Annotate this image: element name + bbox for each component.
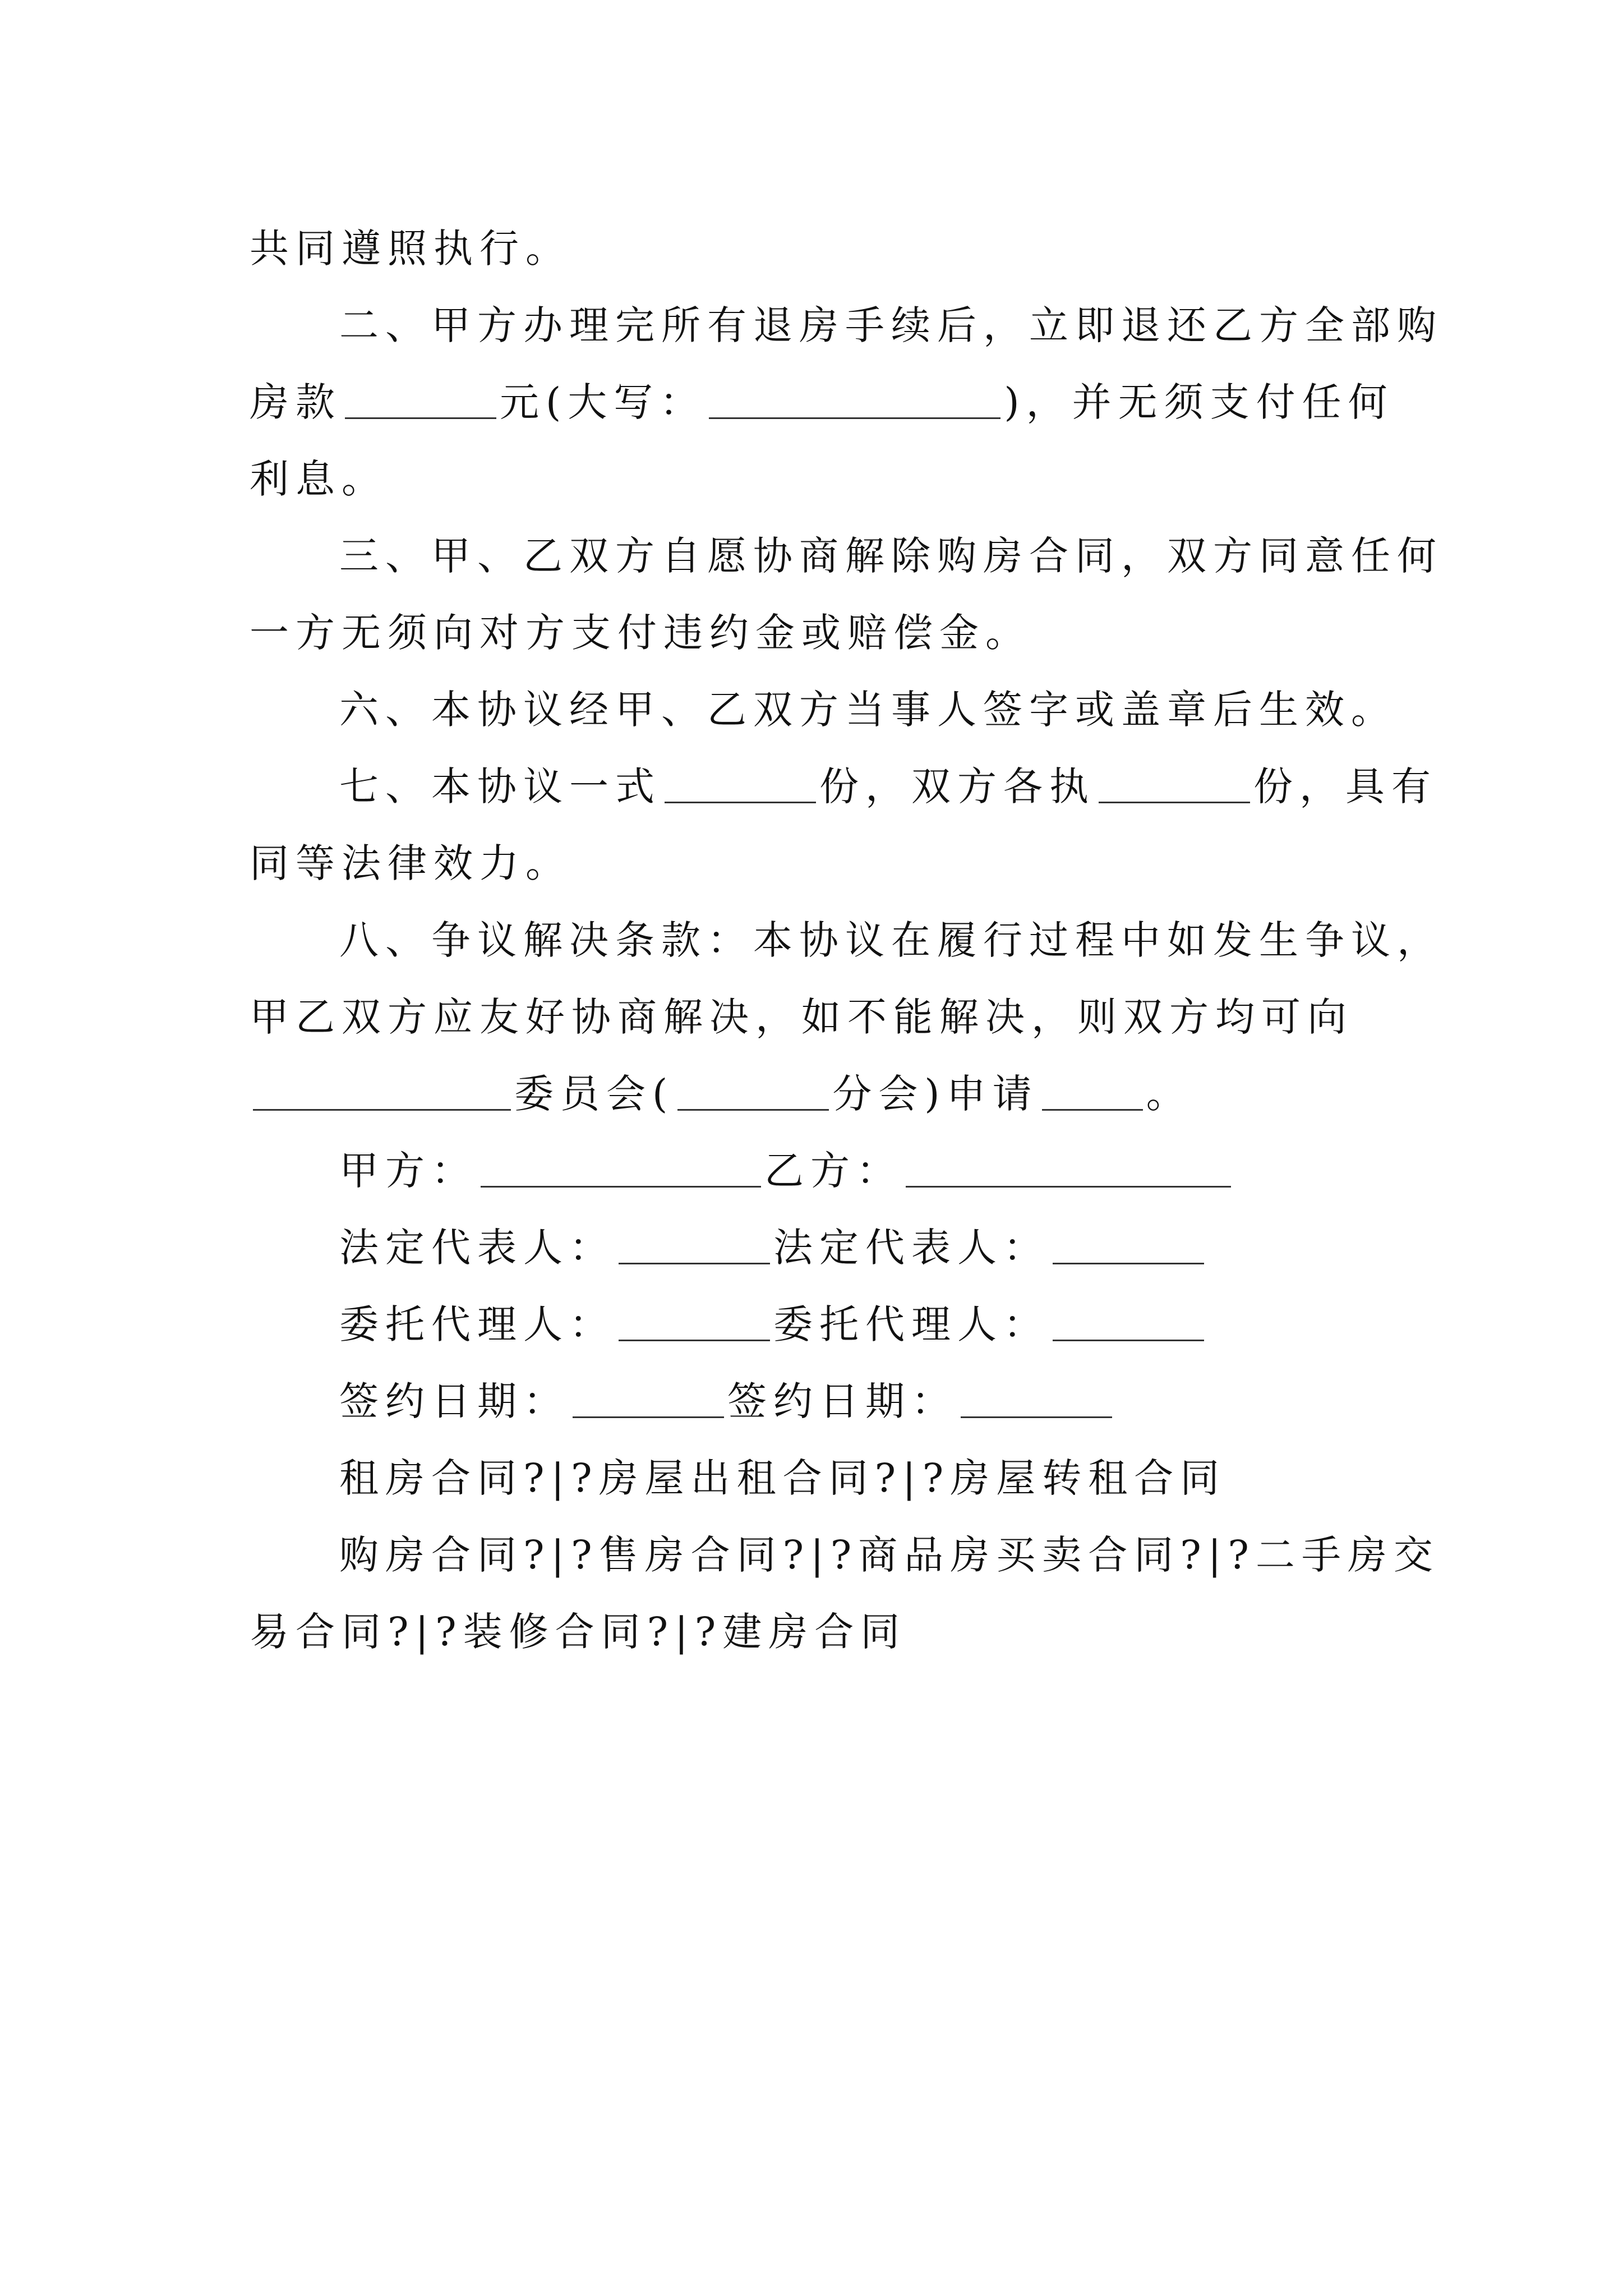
copies-each-blank <box>1099 762 1250 803</box>
clause-7-text: 同等法律效力。 <box>250 840 571 886</box>
date-b-blank <box>961 1377 1112 1418</box>
related-links-1 <box>250 1440 1394 1517</box>
clause-2-line-2 <box>250 364 1394 441</box>
related-links-2 <box>250 1517 1440 1594</box>
clause-2-text: 利息。 <box>250 456 388 502</box>
related-contracts-text: 购房合同?|?售房合同?|?商品房买卖合同?|?二手房交 <box>339 1532 1440 1578</box>
clause-8-text: 分会)申请 <box>832 1071 1039 1117</box>
agent-b-label: 委托代理人： <box>773 1301 1049 1347</box>
agent-b-blank <box>1053 1300 1204 1341</box>
clause-8-text: 委员会( <box>514 1071 675 1117</box>
related-contracts-text: 易合同?|?装修合同?|?建房合同 <box>250 1609 907 1655</box>
clause-8-text: 甲乙双方应友好协商解决，如不能解决，则双方均可向 <box>250 994 1353 1040</box>
clause-7-line-2 <box>250 825 1394 902</box>
arbitration-committee-blank <box>253 1070 511 1111</box>
legal-rep-b-blank <box>1053 1223 1204 1264</box>
clause-7-text: 七、本协议一式 <box>339 763 661 809</box>
signature-agent <box>250 1286 1394 1363</box>
signature-parties <box>250 1133 1394 1209</box>
text-line <box>250 210 1394 287</box>
date-a-label: 签约日期： <box>339 1378 569 1424</box>
clause-8-text: 八、争议解决条款：本协议在履行过程中如发生争议， <box>339 917 1443 963</box>
clause-8-line-3 <box>250 1056 1394 1133</box>
legal-rep-a-label: 法定代表人： <box>339 1225 615 1271</box>
clause-7 <box>250 748 1437 825</box>
signature-date <box>250 1363 1394 1440</box>
agent-a-label: 委托代理人： <box>339 1301 615 1347</box>
clause-7-text: 份，双方各执 <box>819 763 1095 809</box>
application-blank <box>1042 1070 1143 1111</box>
clause-3 <box>250 518 1443 595</box>
sub-committee-blank <box>677 1070 829 1111</box>
clause-3-text: 一方无须向对方支付违约金或赔偿金。 <box>250 610 1031 656</box>
signature-legal-rep <box>250 1209 1394 1286</box>
clause-2-line-3 <box>250 441 1394 518</box>
amount-blank <box>345 378 496 419</box>
clause-7-text: 份，具有 <box>1253 763 1437 809</box>
clause-1-tail: 共同遵照执行。 <box>250 226 571 272</box>
party-b-blank <box>906 1147 1231 1188</box>
amount-uppercase-blank <box>709 378 1000 419</box>
related-links-3 <box>250 1594 1394 1671</box>
date-a-blank <box>573 1377 724 1418</box>
clause-2 <box>250 287 1443 364</box>
copies-total-blank <box>665 762 816 803</box>
party-a-blank <box>481 1147 761 1188</box>
date-b-label: 签约日期： <box>727 1378 957 1424</box>
clause-3-text: 三、甲、乙双方自愿协商解除购房合同，双方同意任何 <box>339 533 1443 579</box>
clause-6-text: 六、本协议经甲、乙双方当事人签字或盖章后生效。 <box>339 687 1397 733</box>
clause-2-text: 元(大写： <box>500 379 706 425</box>
legal-rep-b-label: 法定代表人： <box>773 1225 1049 1271</box>
agent-a-blank <box>619 1300 770 1341</box>
clause-6 <box>250 671 1397 748</box>
clause-2-text: 房款 <box>250 379 342 425</box>
document-body <box>250 210 1443 1671</box>
clause-2-text: )，并无须支付任何 <box>1004 379 1394 425</box>
clause-8-text: 。 <box>1146 1071 1192 1117</box>
party-a-label: 甲方： <box>339 1148 477 1194</box>
party-b-label: 乙方： <box>764 1148 902 1194</box>
legal-rep-a-blank <box>619 1223 770 1264</box>
clause-3-line-2 <box>250 595 1394 671</box>
clause-8 <box>250 902 1443 979</box>
clause-2-text: 二、甲方办理完所有退房手续后，立即退还乙方全部购 <box>339 302 1443 348</box>
clause-8-line-2 <box>250 979 1394 1056</box>
related-contracts-text: 租房合同?|?房屋出租合同?|?房屋转租合同 <box>339 1455 1227 1501</box>
